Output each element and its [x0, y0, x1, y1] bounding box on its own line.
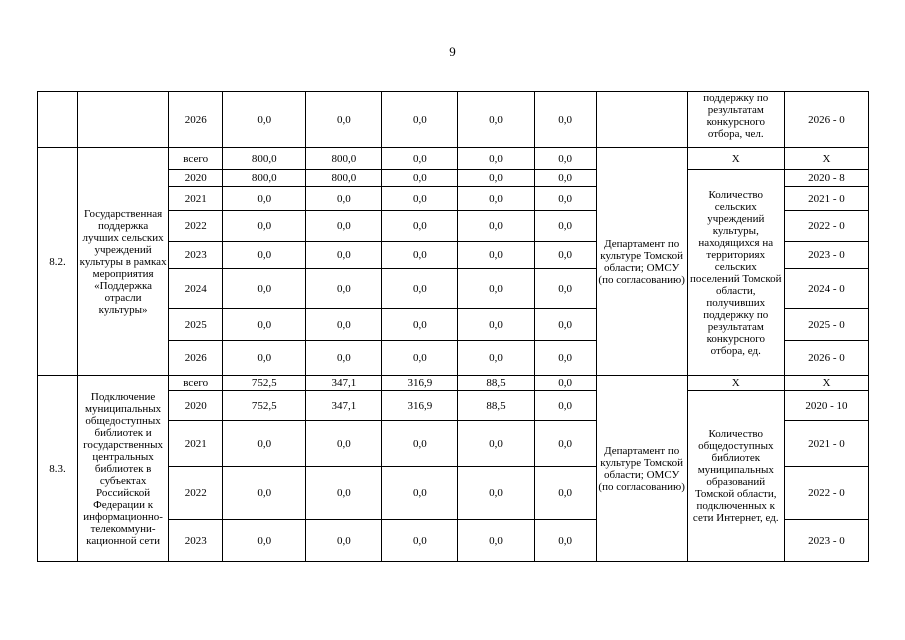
- value-cell: 0,0: [458, 520, 534, 562]
- year-cell: 2021: [169, 421, 223, 467]
- target-cell: 2020 - 10: [784, 391, 868, 421]
- target-cell: 2022 - 0: [784, 211, 868, 242]
- value-cell: 0,0: [306, 211, 382, 242]
- value-cell: 0,0: [534, 520, 596, 562]
- target-cell: Х: [784, 376, 868, 391]
- value-cell: 0,0: [534, 467, 596, 520]
- row-number-cell: 8.3.: [38, 376, 78, 562]
- value-cell: 0,0: [223, 242, 306, 269]
- value-cell: 0,0: [223, 520, 306, 562]
- target-cell: Х: [784, 148, 868, 170]
- page-number: 9: [449, 44, 456, 59]
- value-cell: 0,0: [223, 187, 306, 211]
- value-cell: 0,0: [534, 421, 596, 467]
- value-cell: 0,0: [534, 309, 596, 341]
- value-cell: 0,0: [534, 376, 596, 391]
- value-cell: 88,5: [458, 391, 534, 421]
- year-cell: 2022: [169, 467, 223, 520]
- value-cell: 0,0: [306, 421, 382, 467]
- year-cell: 2020: [169, 391, 223, 421]
- row-number-cell: 8.2.: [38, 148, 78, 376]
- value-cell: 347,1: [306, 391, 382, 421]
- value-cell: 800,0: [223, 170, 306, 187]
- target-cell: 2021 - 0: [784, 187, 868, 211]
- value-cell: 0,0: [306, 309, 382, 341]
- year-cell: 2026: [169, 92, 223, 148]
- year-cell: всего: [169, 376, 223, 391]
- value-cell: 0,0: [534, 148, 596, 170]
- value-cell: 0,0: [223, 421, 306, 467]
- executor-cell: [596, 92, 687, 148]
- value-cell: 0,0: [306, 187, 382, 211]
- year-cell: 2024: [169, 269, 223, 309]
- table-row: [38, 148, 869, 170]
- value-cell: 0,0: [458, 341, 534, 376]
- year-cell: всего: [169, 148, 223, 170]
- program-activities-table: [37, 91, 869, 562]
- target-cell: 2023 - 0: [784, 520, 868, 562]
- target-cell: 2020 - 8: [784, 170, 868, 187]
- target-cell: 2026 - 0: [784, 92, 868, 148]
- target-cell: 2026 - 0: [784, 341, 868, 376]
- year-cell: 2021: [169, 187, 223, 211]
- indicator-cell: Количество сельских учреждений культуры, находящихся на территориях сельских поселений Томской области, получивших поддержку по результатам конкурсного отбора, ед.: [687, 170, 784, 376]
- value-cell: 0,0: [534, 92, 596, 148]
- value-cell: 0,0: [458, 92, 534, 148]
- value-cell: 752,5: [223, 391, 306, 421]
- target-cell: 2023 - 0: [784, 242, 868, 269]
- value-cell: 0,0: [534, 269, 596, 309]
- value-cell: 0,0: [223, 467, 306, 520]
- value-cell: 0,0: [382, 187, 458, 211]
- value-cell: 0,0: [382, 467, 458, 520]
- target-cell: 2022 - 0: [784, 467, 868, 520]
- value-cell: 0,0: [306, 467, 382, 520]
- value-cell: 0,0: [534, 170, 596, 187]
- executor-cell: Департамент по культуре Томской области; ОМСУ (по согласованию): [596, 148, 687, 376]
- value-cell: 0,0: [458, 309, 534, 341]
- value-cell: 0,0: [306, 520, 382, 562]
- value-cell: 0,0: [223, 211, 306, 242]
- value-cell: 0,0: [458, 421, 534, 467]
- value-cell: 0,0: [223, 341, 306, 376]
- value-cell: 0,0: [534, 341, 596, 376]
- indicator-cell: поддержку по результатам конкурсного отбора, чел.: [687, 92, 784, 148]
- value-cell: 0,0: [458, 148, 534, 170]
- indicator-cell: Х: [687, 148, 784, 170]
- indicator-cell: Количество общедоступных библиотек муниципальных образований Томской области, подключенных к сети Интернет, ед.: [687, 391, 784, 562]
- value-cell: 0,0: [458, 187, 534, 211]
- value-cell: 0,0: [458, 269, 534, 309]
- value-cell: 347,1: [306, 376, 382, 391]
- row-number-cell: [38, 92, 78, 148]
- executor-cell: Департамент по культуре Томской области; ОМСУ (по согласованию): [596, 376, 687, 562]
- value-cell: 0,0: [382, 92, 458, 148]
- value-cell: 0,0: [223, 92, 306, 148]
- value-cell: 0,0: [534, 242, 596, 269]
- value-cell: 316,9: [382, 376, 458, 391]
- year-cell: 2023: [169, 242, 223, 269]
- value-cell: 752,5: [223, 376, 306, 391]
- value-cell: 800,0: [306, 170, 382, 187]
- value-cell: 88,5: [458, 376, 534, 391]
- value-cell: 800,0: [223, 148, 306, 170]
- indicator-cell: Х: [687, 376, 784, 391]
- value-cell: 316,9: [382, 391, 458, 421]
- target-cell: 2021 - 0: [784, 421, 868, 467]
- value-cell: 0,0: [534, 391, 596, 421]
- value-cell: 0,0: [306, 242, 382, 269]
- target-cell: 2024 - 0: [784, 269, 868, 309]
- value-cell: 0,0: [306, 92, 382, 148]
- year-cell: 2022: [169, 211, 223, 242]
- value-cell: 800,0: [306, 148, 382, 170]
- value-cell: 0,0: [458, 211, 534, 242]
- activity-name-cell: [78, 92, 169, 148]
- value-cell: 0,0: [382, 242, 458, 269]
- value-cell: 0,0: [223, 269, 306, 309]
- value-cell: 0,0: [382, 520, 458, 562]
- value-cell: 0,0: [382, 309, 458, 341]
- value-cell: 0,0: [382, 421, 458, 467]
- table-row: [38, 376, 869, 391]
- value-cell: 0,0: [534, 187, 596, 211]
- value-cell: 0,0: [458, 467, 534, 520]
- value-cell: 0,0: [534, 211, 596, 242]
- year-cell: 2026: [169, 341, 223, 376]
- value-cell: 0,0: [223, 309, 306, 341]
- value-cell: 0,0: [382, 269, 458, 309]
- year-cell: 2023: [169, 520, 223, 562]
- value-cell: 0,0: [382, 148, 458, 170]
- value-cell: 0,0: [458, 170, 534, 187]
- activity-name-cell: Государственная поддержка лучших сельских учреждений культуры в рамках мероприятия «Поддержка отрасли культуры»: [78, 148, 169, 376]
- value-cell: 0,0: [382, 211, 458, 242]
- year-cell: 2025: [169, 309, 223, 341]
- value-cell: 0,0: [306, 269, 382, 309]
- value-cell: 0,0: [458, 242, 534, 269]
- value-cell: 0,0: [382, 170, 458, 187]
- activity-name-cell: Подключение муниципальных общедоступных библиотек и государственных центральных библиотек в субъектах Российской Федерации к информационно-телекоммуни-кационной сети: [78, 376, 169, 562]
- value-cell: 0,0: [382, 341, 458, 376]
- table-row: [38, 92, 869, 148]
- value-cell: 0,0: [306, 341, 382, 376]
- year-cell: 2020: [169, 170, 223, 187]
- target-cell: 2025 - 0: [784, 309, 868, 341]
